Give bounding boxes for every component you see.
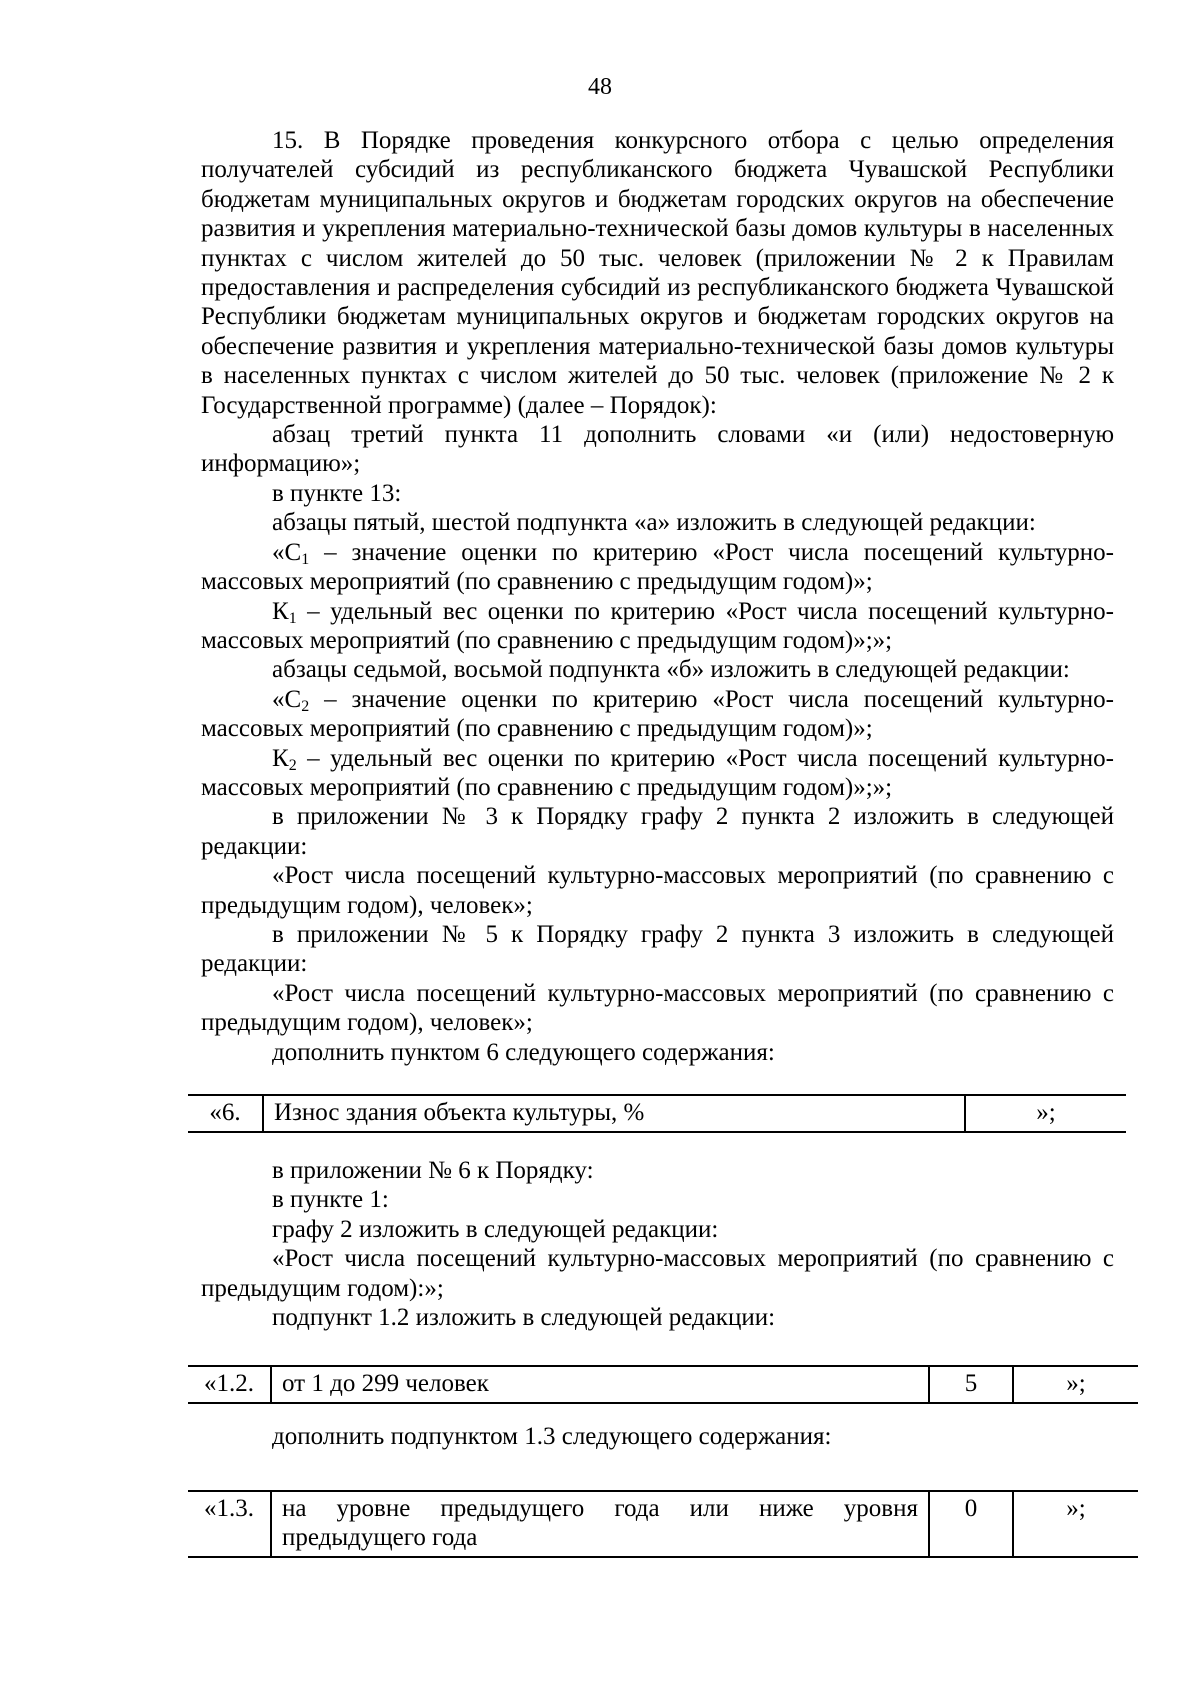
formula-definition: – значение оценки по критерию «Рост числа посещений культурно-массовых мероприятий (по сравнению с предыдущим годом)»;: [201, 685, 1114, 743]
paragraph: дополнить пунктом 6 следующего содержания:: [272, 1038, 775, 1066]
table-cell-text: на уровне предыдущего года или ниже уровня предыдущего года: [271, 1491, 929, 1557]
paragraph: в приложении № 5 к Порядку графу 2 пункта 3 изложить в следующей редакции:: [201, 920, 1114, 978]
paragraph: абзацы седьмой, восьмой подпункта «б» изложить в следующей редакции:: [272, 656, 1070, 684]
amendment-text: [201, 126, 1114, 1067]
table-cell-closing: »;: [1013, 1366, 1138, 1403]
table-cell-number: «6.: [209, 1099, 241, 1126]
formula-c1: [201, 538, 1114, 597]
paragraph: в приложении № 3 к Порядку графу 2 пункта 2 изложить в следующей редакции:: [201, 803, 1114, 860]
paragraph: «Рост числа посещений культурно-массовых мероприятий (по сравнению с предыдущим годом):»;: [201, 1245, 1114, 1302]
table-cell-text: Износ здания объекта культуры, %: [263, 1095, 965, 1132]
formula-subscript: 2: [301, 697, 310, 715]
formula-k2: [201, 744, 1114, 803]
page-number: 48: [588, 74, 612, 100]
paragraph: «Рост числа посещений культурно-массовых мероприятий (по сравнению с предыдущим годом), человек»;: [201, 862, 1114, 919]
insert-table-item-1-3: [188, 1490, 1138, 1558]
paragraph: графу 2 изложить в следующей редакции:: [272, 1215, 719, 1243]
table-cell-closing: »;: [1013, 1491, 1138, 1557]
amendment-text: [201, 1422, 1114, 1451]
paragraph: абзацы пятый, шестой подпункта «а» изложить в следующей редакции:: [272, 509, 1036, 537]
formula-subscript: 1: [301, 550, 310, 568]
paragraph: «Рост числа посещений культурно-массовых мероприятий (по сравнению с предыдущим годом), человек»;: [201, 979, 1114, 1037]
paragraph: в пункте 1:: [272, 1186, 389, 1214]
paragraph: дополнить подпунктом 1.3 следующего содержания:: [272, 1423, 832, 1450]
formula-k1: [201, 597, 1114, 656]
insert-table-item-6: [188, 1094, 1126, 1133]
formula-symbol: «С: [272, 685, 302, 713]
paragraph: подпункт 1.2 изложить в следующей редакции:: [272, 1304, 776, 1332]
formula-symbol: К: [272, 744, 289, 772]
formula-definition: – удельный вес оценки по критерию «Рост числа посещений культурно-массовых мероприятий (по сравнению с предыдущим годом)»;»;: [201, 597, 1114, 654]
table-row: [188, 1095, 1126, 1132]
paragraph: в пункте 13:: [272, 479, 402, 507]
table-cell-number: «1.2.: [204, 1370, 254, 1397]
amendment-text: [201, 1156, 1114, 1332]
formula-subscript: 2: [288, 756, 297, 774]
table-cell-score: 0: [929, 1491, 1013, 1557]
paragraph: в приложении № 6 к Порядку:: [272, 1157, 594, 1184]
formula-symbol: «С: [272, 538, 302, 566]
table-cell-closing: »;: [965, 1095, 1126, 1132]
insert-table-item-1-2: [188, 1365, 1138, 1404]
table-row: [188, 1366, 1138, 1403]
paragraph: абзац третий пункта 11 дополнить словами «и (или) недостоверную информацию»;: [201, 421, 1114, 478]
table-cell-number: «1.3.: [204, 1495, 254, 1522]
formula-definition: – удельный вес оценки по критерию «Рост числа посещений культурно-массовых мероприятий (по сравнению с предыдущим годом)»;»;: [201, 744, 1114, 801]
formula-symbol: К: [272, 597, 289, 625]
formula-c2: [201, 685, 1114, 744]
table-cell-score: 5: [929, 1366, 1013, 1403]
formula-subscript: 1: [288, 609, 297, 627]
table-cell-text: от 1 до 299 человек: [271, 1366, 929, 1403]
table-row: [188, 1491, 1138, 1557]
formula-definition: – значение оценки по критерию «Рост числа посещений культурно-массовых мероприятий (по сравнению с предыдущим годом)»;: [201, 538, 1114, 596]
paragraph-15: 15. В Порядке проведения конкурсного отбора с целью определения получателей субсидий из республиканского бюджета Чувашской Республики бюджетам муниципальных округов и бюджетам городских округов на обеспечение развития и укрепления материально-технической базы домов культуры в населенных пунктах с числом жителей до 50 тыс. человек (приложении № 2 к Правилам предоставления и распределения субсидий из республиканского бюджета Чувашской Республики бюджетам муниципальных округов и бюджетам городских округов на обеспечение развития и укрепления материально-технической базы домов культуры в населенных пунктах с числом жителей до 50 тыс. человек (приложение № 2 к Государственной программе) (далее – Порядок):: [201, 127, 1114, 419]
